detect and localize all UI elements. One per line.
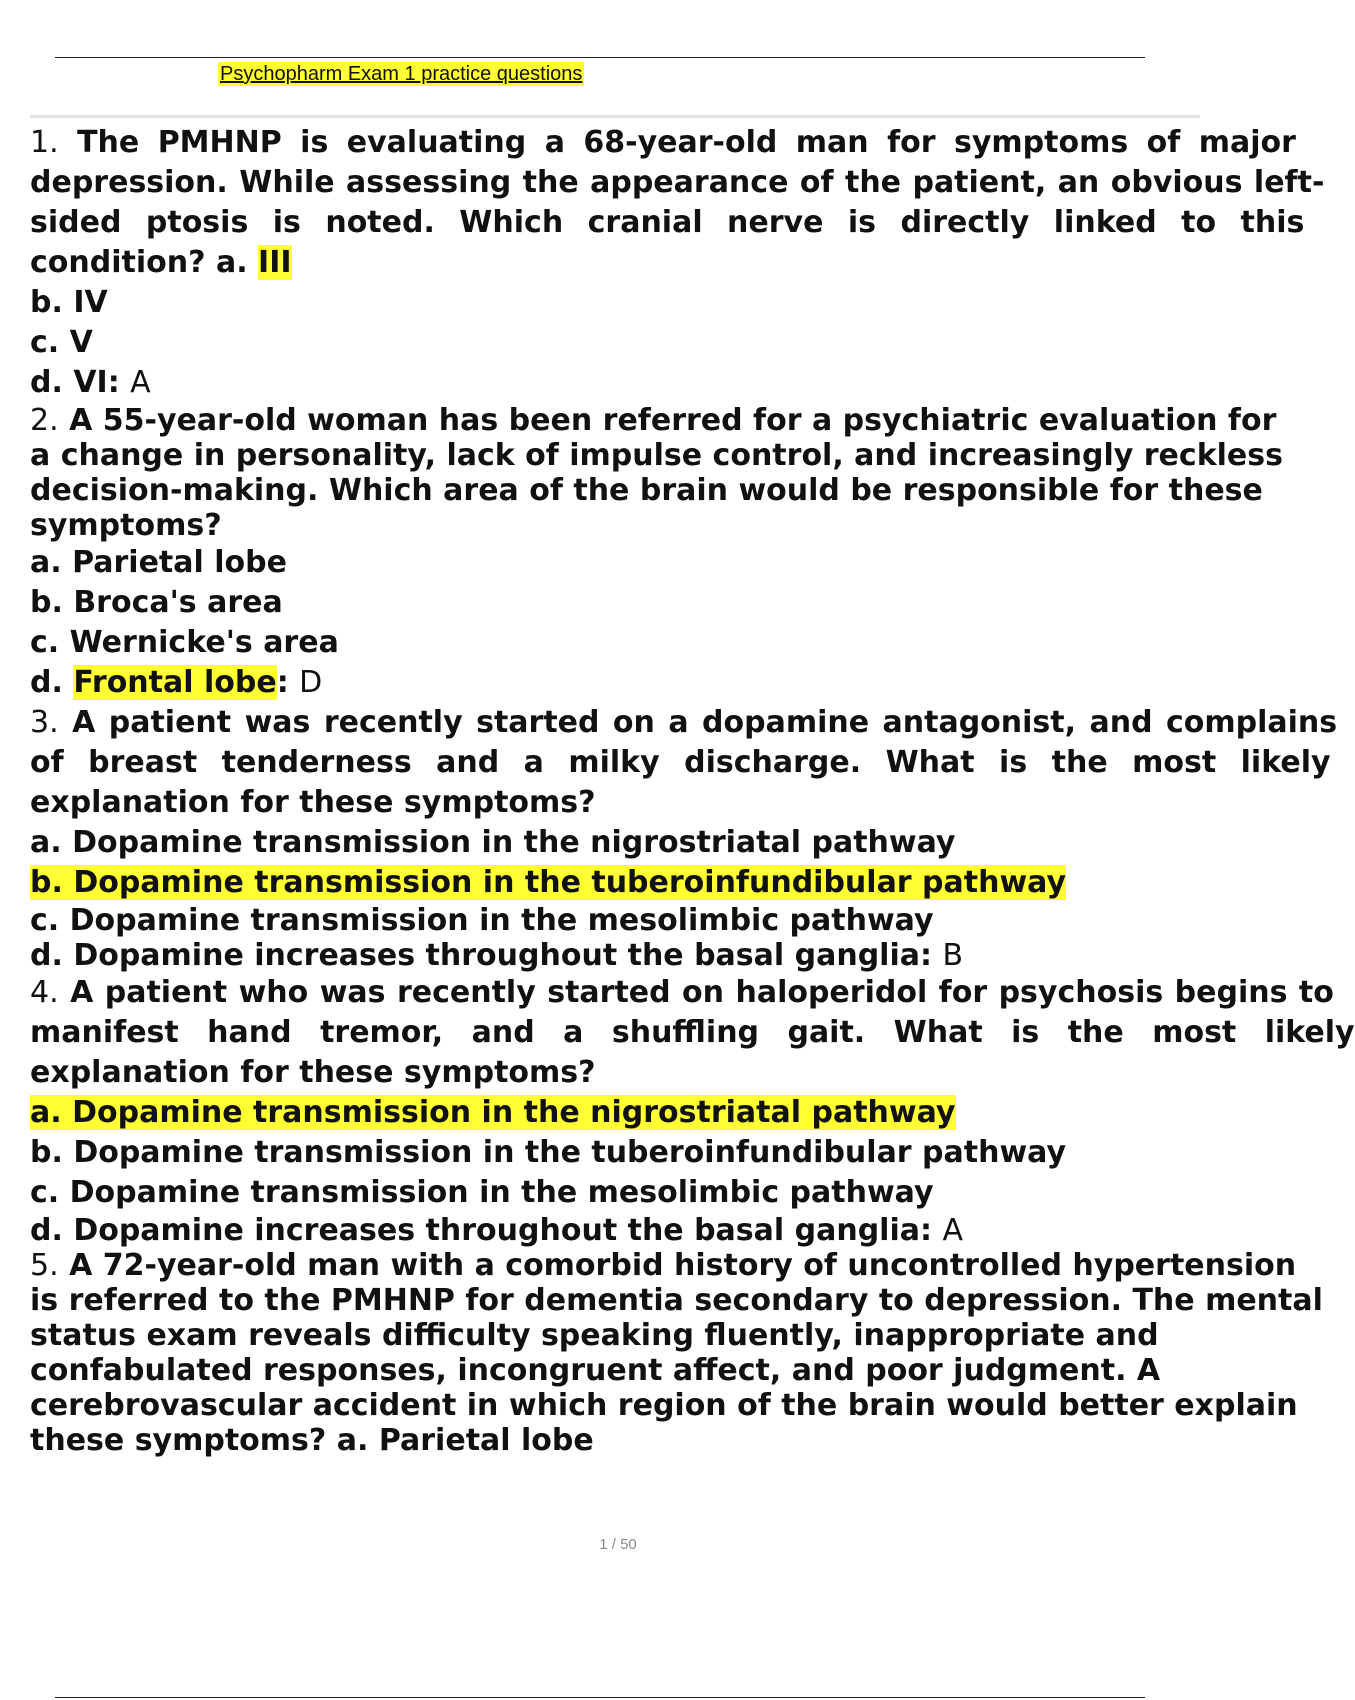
option-c: c. Dopamine transmission in the mesolimbic pathway: [30, 903, 934, 938]
question-3: [30, 703, 1338, 973]
question-stem-line: these symptoms? a. Parietal lobe: [30, 1423, 594, 1458]
option-b: b. Dopamine transmission in the tuberoinfundibular pathway: [30, 1135, 1067, 1170]
option-a: [30, 1093, 1200, 1133]
question-stem-line: 2. A 55-year-old woman has been referred for a psychiatric evaluation for: [30, 403, 1277, 438]
question-stem-line: is referred to the PMHNP for dementia secondary to depression. The mental: [30, 1283, 1323, 1318]
question-stem-line: explanation for these symptoms?: [30, 1055, 596, 1090]
question-number: 2.: [30, 403, 59, 438]
question-number: 3.: [30, 705, 59, 740]
question-stem-line: symptoms?: [30, 508, 222, 543]
option-b: b. IV: [30, 285, 108, 320]
highlighted-answer: a. Dopamine transmission in the nigrostriatal pathway: [30, 1095, 956, 1130]
option-c: c. Dopamine transmission in the mesolimbic pathway: [30, 1175, 934, 1210]
question-stem-line: a change in personality, lack of impulse control, and increasingly reckless: [30, 438, 1283, 473]
question-1: [30, 123, 1325, 403]
question-stem-line: depression. While assessing the appearance of the patient, an obvious left-: [30, 165, 1325, 200]
question-stem-line: 3. A patient was recently started on a dopamine antagonist, and complains: [30, 705, 1338, 740]
question-stem-line: decision-making. Which area of the brain would be responsible for these: [30, 473, 1263, 508]
question-stem-line: confabulated responses, incongruent affect, and poor judgment. A: [30, 1353, 1161, 1388]
question-2: [30, 403, 1283, 703]
question-number: 5.: [30, 1248, 59, 1283]
question-stem-line: status exam reveals difficulty speaking fluently, inappropriate and: [30, 1318, 1159, 1353]
option-d: d. Frontal lobe: D: [30, 665, 323, 700]
document-title: Psychopharm Exam 1 practice questions: [220, 63, 583, 85]
highlighted-answer: Frontal lobe: [73, 665, 277, 700]
highlighted-answer: III: [258, 245, 292, 280]
question-stem-line: cerebrovascular accident in which region of the brain would better explain: [30, 1388, 1298, 1423]
header-divider: [30, 115, 1200, 118]
option-b: b. Broca's area: [30, 585, 283, 620]
question-stem-line: sided ptosis is noted. Which cranial nerve is directly linked to this: [30, 205, 1305, 240]
option-d: d. Dopamine increases throughout the basal ganglia: A: [30, 1213, 963, 1248]
question-4: [30, 973, 1355, 1248]
option-a: a. Dopamine transmission in the nigrostriatal pathway: [30, 825, 956, 860]
question-list: [30, 123, 1355, 1458]
top-rule: [55, 57, 1145, 58]
option-c: c. V: [30, 325, 93, 360]
answer-key: D: [299, 665, 323, 700]
question-stem-line: condition? a. III: [30, 245, 292, 280]
question-number: 1.: [30, 125, 59, 160]
question-stem-line: explanation for these symptoms?: [30, 785, 596, 820]
answer-key: A: [130, 365, 151, 400]
option-c: c. Wernicke's area: [30, 625, 339, 660]
option-d: d. VI: A: [30, 365, 151, 400]
option-d: d. Dopamine increases throughout the basal ganglia: B: [30, 938, 964, 973]
question-stem-line: 4. A patient who was recently started on haloperidol for psychosis begins to: [30, 975, 1334, 1010]
question-stem-line: manifest hand tremor, and a shuffling gait. What is the most likely: [30, 1015, 1355, 1050]
question-number: 4.: [30, 975, 59, 1010]
question-stem-line: of breast tenderness and a milky discharge. What is the most likely: [30, 745, 1331, 780]
page-indicator: 1 / 50: [599, 1536, 637, 1553]
question-5: [30, 1248, 1323, 1458]
question-stem-line: 5. A 72-year-old man with a comorbid history of uncontrolled hypertension: [30, 1248, 1297, 1283]
bottom-rule: [55, 1697, 1145, 1698]
option-a: a. Parietal lobe: [30, 545, 287, 580]
highlighted-answer: b. Dopamine transmission in the tuberoinfundibular pathway: [30, 865, 1067, 900]
question-stem-line: 1. The PMHNP is evaluating a 68-year-old man for symptoms of major: [30, 125, 1296, 160]
answer-key: B: [942, 938, 964, 973]
option-b: [30, 863, 1200, 903]
answer-key: A: [942, 1213, 963, 1248]
